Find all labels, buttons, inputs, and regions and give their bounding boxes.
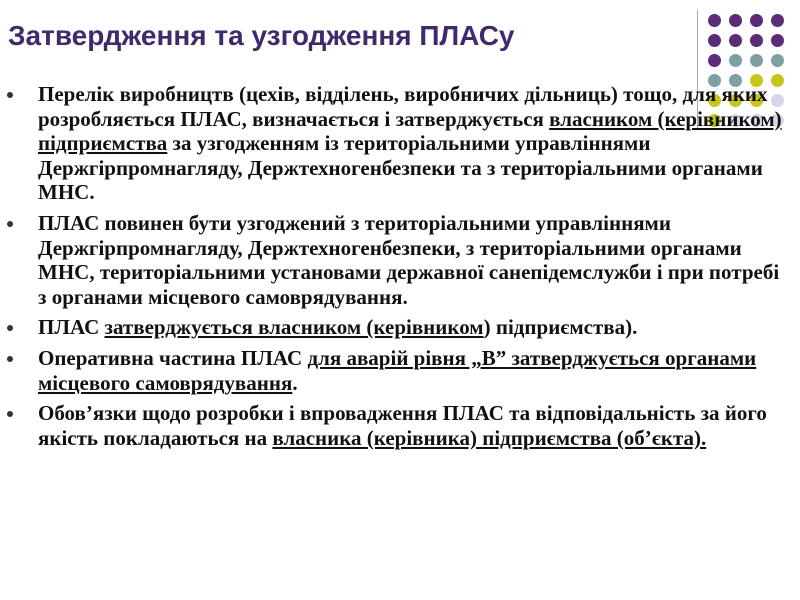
bullet-text: ПЛАС — [38, 315, 105, 340]
decor-dot — [708, 54, 721, 67]
decor-dot — [771, 34, 784, 47]
underlined-text: затверджується власником (керівником — [104, 315, 484, 340]
underlined-text: власником (керівником) підприємства — [38, 106, 782, 156]
decor-dot — [750, 14, 763, 27]
bullet-text: . — [292, 370, 298, 395]
bullet-item — [0, 315, 790, 340]
bullet-item — [0, 346, 790, 395]
bullet-dot-icon — [7, 221, 13, 227]
underlined-text: власника (керівника) підприємства (об’єкта). — [272, 425, 707, 450]
decor-dot — [729, 14, 742, 27]
decor-dot — [729, 54, 742, 67]
bullet-text: Перелік виробництв (цехів, відділень, виробничих дільниць) тощо, для яких розробляється ПЛАС, визначається і затверджується — [38, 82, 768, 131]
bullet-dot-icon — [7, 411, 13, 417]
bullet-text: Обов’язки щодо розробки і впровадження ПЛАС та відповідальність за його якість покладаються на — [38, 401, 767, 450]
bullet-item — [0, 211, 790, 309]
bullet-dot-icon — [7, 92, 13, 98]
decor-dot — [771, 14, 784, 27]
bullet-item — [0, 401, 790, 450]
bullet-item — [0, 82, 790, 205]
bullet-dot-icon — [7, 325, 13, 331]
bullet-text: за узгодженням із територіальними управліннями Держгірпромнагляду, Держтехногенбезпеки та з територіальними органами МНС. — [38, 131, 763, 205]
bullet-dot-icon — [7, 356, 13, 362]
decor-dot — [771, 54, 784, 67]
slide-title: Затвердження та узгодження ПЛАСу — [8, 20, 515, 51]
decor-dot — [729, 34, 742, 47]
bullet-text: Оперативна частина ПЛАС — [38, 345, 308, 370]
decor-dot — [708, 34, 721, 47]
decor-dot — [708, 14, 721, 27]
decor-dot — [750, 34, 763, 47]
bullet-list — [0, 82, 790, 456]
bullet-text: ) підприємства). — [483, 315, 638, 340]
underlined-text: для аварій рівня „В” затверджується органами місцевого самоврядування — [38, 345, 757, 395]
decor-dot — [750, 54, 763, 67]
bullet-text: ПЛАС повинен бути узгоджений з територіальними управліннями Держгірпромнагляду, Держтехногенбезпеки, з територіальними органами МНС, територіальними установами державної санепідемслужби і при потребі з органами місцевого самоврядування. — [38, 210, 780, 309]
